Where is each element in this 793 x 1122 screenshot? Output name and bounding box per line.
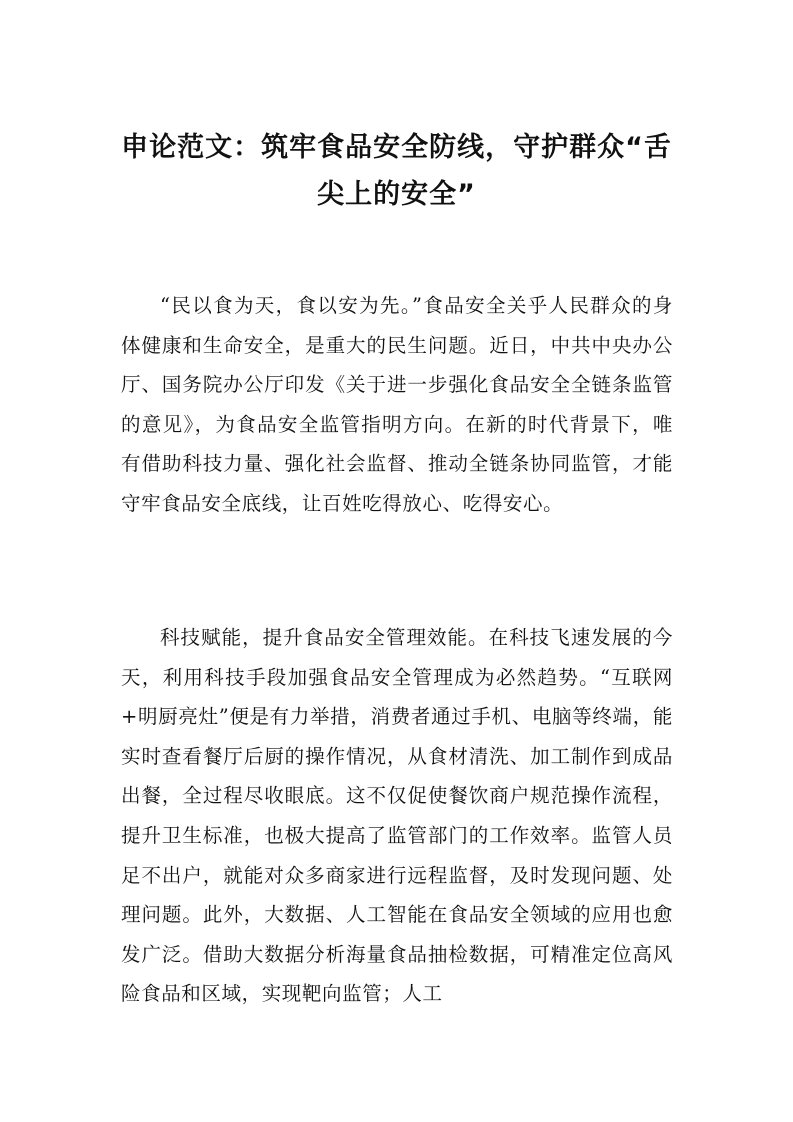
document-title — [110, 124, 683, 218]
paragraph-1: “民以食为天，食以安为先。”食品安全关乎人民群众的身体健康和生命安全，是重大的民生问题。近日，中共中央办公厅、国务院办公厅印发《关于进一步强化食品安全全链条监管的意见》，为食品安全监管指明方向。在新的时代背景下，唯有借助科技力量、强化社会监督、推动全链条协同监管，才能守牢食品安全底线，让百姓吃得放心、吃得安心。 — [121, 294, 673, 515]
title-line-2: 尖上的安全” — [317, 179, 476, 210]
paragraph-2: 科技赋能，提升食品安全管理效能。在科技飞速发展的今天，利用科技手段加强食品安全管理成为必然趋势。“互联网+明厨亮灶”便是有力举措，消费者通过手机、电脑等终端，能实时查看餐厅后厨的操作情况，从食材清洗、加工制作到成品出餐，全过程尽收眼底。这不仅促使餐饮商户规范操作流程，提升卫生标准，也极大提高了监管部门的工作效率。监管人员足不出户，就能对众多商家进行远程监督，及时发现问题、处理问题。此外，大数据、人工智能在食品安全领域的应用也愈发广泛。借助大数据分析海量食品抽检数据，可精准定位高风险食品和区域，实现靶向监管；人工 — [121, 626, 673, 1006]
title-line-1: 申论范文：筑牢食品安全防线，守护群众“舌 — [121, 132, 672, 163]
